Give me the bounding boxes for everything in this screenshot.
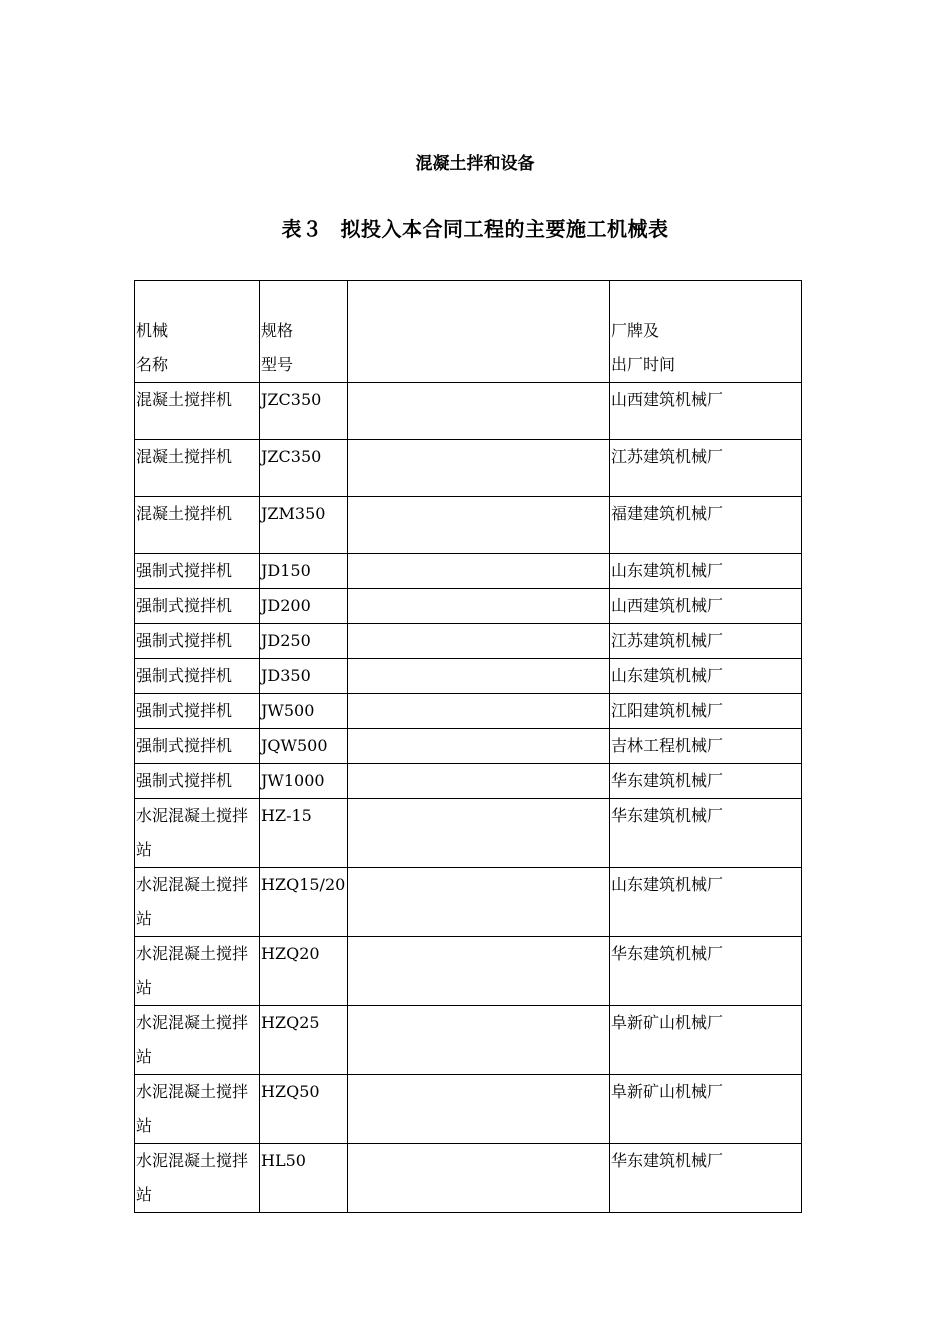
cell-blank	[348, 799, 610, 868]
cell-machine-name: 混凝土搅拌机	[135, 497, 260, 554]
table-row	[135, 659, 802, 694]
cell-maker: 华东建筑机械厂	[610, 937, 802, 1006]
table-row	[135, 1144, 802, 1213]
cell-machine-name: 强制式搅拌机	[135, 694, 260, 729]
cell-spec-model: JW500	[260, 694, 348, 729]
header-maker	[610, 281, 802, 383]
cell-spec-model: JZC350	[260, 440, 348, 497]
cell-maker: 山西建筑机械厂	[610, 383, 802, 440]
cell-spec-model: JD250	[260, 624, 348, 659]
cell-machine-name: 强制式搅拌机	[135, 764, 260, 799]
table-row	[135, 383, 802, 440]
section-subtitle: 混凝土拌和设备	[415, 154, 535, 174]
cell-maker: 江苏建筑机械厂	[610, 624, 802, 659]
table-header-row	[135, 281, 802, 383]
equipment-table	[134, 280, 802, 1213]
cell-machine-name: 强制式搅拌机	[135, 729, 260, 764]
header-maker-line1: 厂牌及	[611, 321, 660, 340]
cell-blank	[348, 764, 610, 799]
cell-blank	[348, 1006, 610, 1075]
cell-machine-name: 水泥混凝土搅拌站	[135, 1075, 260, 1144]
table-row	[135, 799, 802, 868]
cell-spec-model: JZC350	[260, 383, 348, 440]
cell-spec-model: JD350	[260, 659, 348, 694]
cell-machine-name: 强制式搅拌机	[135, 659, 260, 694]
cell-blank	[348, 694, 610, 729]
cell-machine-name: 强制式搅拌机	[135, 554, 260, 589]
table-row	[135, 764, 802, 799]
cell-blank	[348, 440, 610, 497]
cell-spec-model: HZQ20	[260, 937, 348, 1006]
cell-maker: 福建建筑机械厂	[610, 497, 802, 554]
cell-maker: 吉林工程机械厂	[610, 729, 802, 764]
cell-spec-model: JZM350	[260, 497, 348, 554]
cell-spec-model: JD150	[260, 554, 348, 589]
cell-maker: 阜新矿山机械厂	[610, 1075, 802, 1144]
cell-machine-name: 强制式搅拌机	[135, 589, 260, 624]
cell-maker: 山东建筑机械厂	[610, 659, 802, 694]
table-row	[135, 868, 802, 937]
cell-blank	[348, 554, 610, 589]
cell-blank	[348, 1144, 610, 1213]
table-row	[135, 1075, 802, 1144]
table-row	[135, 589, 802, 624]
cell-maker: 山东建筑机械厂	[610, 868, 802, 937]
cell-blank	[348, 1075, 610, 1144]
table-number: 表３	[281, 217, 323, 241]
cell-machine-name: 强制式搅拌机	[135, 624, 260, 659]
cell-spec-model: HL50	[260, 1144, 348, 1213]
header-name-line2: 名称	[136, 355, 169, 374]
cell-blank	[348, 624, 610, 659]
header-spec-model	[260, 281, 348, 383]
cell-maker: 江阳建筑机械厂	[610, 694, 802, 729]
cell-spec-model: HZQ50	[260, 1075, 348, 1144]
cell-spec-model: JW1000	[260, 764, 348, 799]
cell-blank	[348, 868, 610, 937]
cell-maker: 山西建筑机械厂	[610, 589, 802, 624]
cell-maker: 华东建筑机械厂	[610, 1144, 802, 1213]
cell-spec-model: HZQ15/20	[260, 868, 348, 937]
cell-blank	[348, 937, 610, 1006]
table-row	[135, 694, 802, 729]
cell-blank	[348, 383, 610, 440]
table-title-text: 拟投入本合同工程的主要施工机械表	[340, 217, 669, 241]
cell-blank	[348, 659, 610, 694]
header-spec-line1: 规格	[261, 321, 294, 340]
cell-machine-name: 水泥混凝土搅拌站	[135, 868, 260, 937]
table-row	[135, 624, 802, 659]
cell-machine-name: 水泥混凝土搅拌站	[135, 799, 260, 868]
header-blank	[348, 281, 610, 383]
cell-machine-name: 水泥混凝土搅拌站	[135, 1006, 260, 1075]
table-row	[135, 497, 802, 554]
cell-maker: 山东建筑机械厂	[610, 554, 802, 589]
table-row	[135, 440, 802, 497]
cell-maker: 华东建筑机械厂	[610, 799, 802, 868]
header-spec-line2: 型号	[261, 355, 294, 374]
cell-maker: 华东建筑机械厂	[610, 764, 802, 799]
header-machine-name	[135, 281, 260, 383]
header-maker-line2: 出厂时间	[611, 355, 676, 374]
table-title	[0, 214, 950, 244]
table-row	[135, 554, 802, 589]
cell-maker: 江苏建筑机械厂	[610, 440, 802, 497]
table-row	[135, 937, 802, 1006]
table-row	[135, 729, 802, 764]
cell-spec-model: JD200	[260, 589, 348, 624]
cell-spec-model: JQW500	[260, 729, 348, 764]
header-name-line1: 机械	[136, 321, 169, 340]
cell-machine-name: 水泥混凝土搅拌站	[135, 937, 260, 1006]
cell-machine-name: 混凝土搅拌机	[135, 383, 260, 440]
cell-blank	[348, 497, 610, 554]
cell-maker: 阜新矿山机械厂	[610, 1006, 802, 1075]
cell-spec-model: HZQ25	[260, 1006, 348, 1075]
cell-blank	[348, 589, 610, 624]
cell-machine-name: 水泥混凝土搅拌站	[135, 1144, 260, 1213]
cell-blank	[348, 729, 610, 764]
cell-spec-model: HZ-15	[260, 799, 348, 868]
table-row	[135, 1006, 802, 1075]
cell-machine-name: 混凝土搅拌机	[135, 440, 260, 497]
